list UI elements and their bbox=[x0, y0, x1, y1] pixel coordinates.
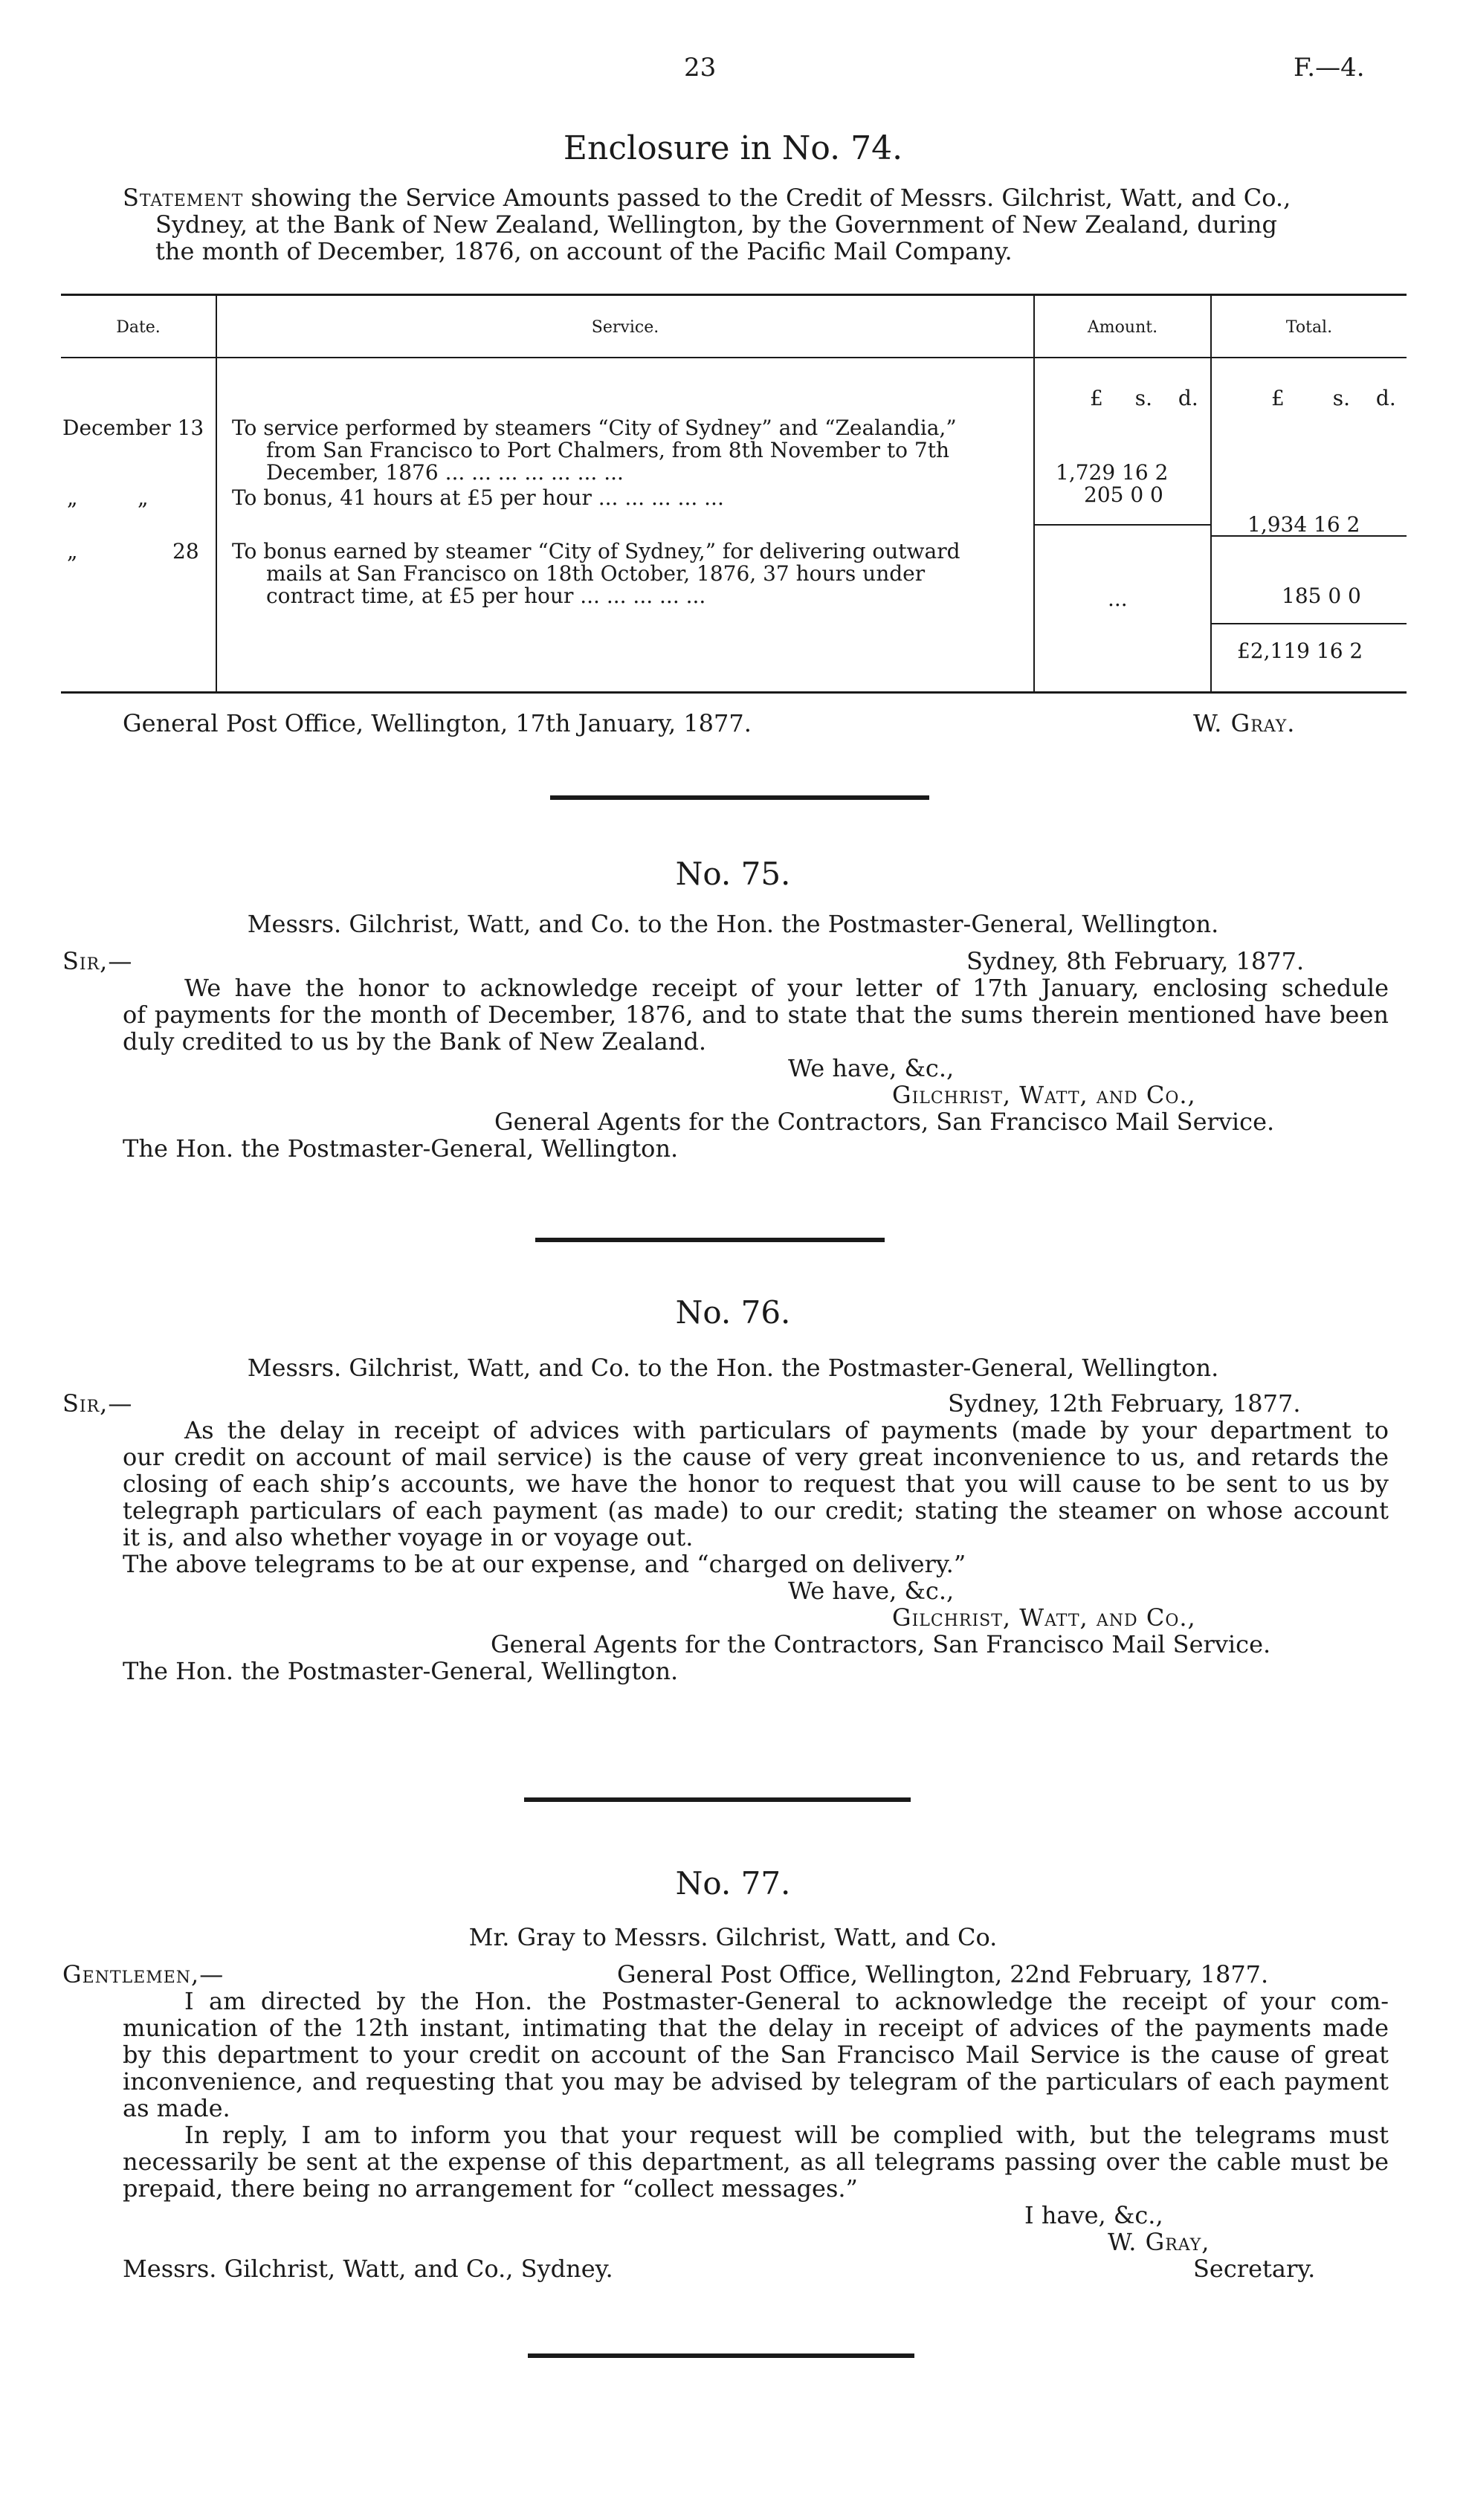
statement-text-1: showing the Service Amounts passed to the Credit of Messrs. Gilchrist, Watt, and Co., bbox=[251, 184, 1291, 212]
letter76-body-line-5: it is, and also whether voyage in or voyage out. bbox=[123, 1523, 694, 1551]
document-reference: F.—4. bbox=[1294, 53, 1365, 83]
letter76-body-line-2: our credit on account of mail service) is the cause of very great inconvenience to us, and retards the bbox=[123, 1443, 1389, 1471]
amount-pence-sign: d. bbox=[1178, 386, 1198, 410]
total-pound-sign: £ bbox=[1271, 386, 1285, 410]
table-bottom-rule bbox=[61, 691, 1407, 694]
row1-service-line-2: from San Francisco to Port Chalmers, from 8th November to 7th bbox=[266, 438, 949, 462]
row3-service-line-1: To bonus earned by steamer “City of Sydney,” for delivering outward bbox=[232, 539, 960, 563]
total-pence-sign: d. bbox=[1375, 386, 1396, 410]
table-header-rule bbox=[61, 357, 1407, 358]
letter75-place-date: Sydney, 8th February, 1877. bbox=[966, 947, 1305, 975]
letter75-body-line-3: duly credited to us by the Bank of New Zealand. bbox=[123, 1027, 707, 1056]
letter77-place-date: General Post Office, Wellington, 22nd February, 1877. bbox=[617, 1960, 1269, 1988]
total-shillings-sign: s. bbox=[1332, 386, 1351, 410]
letter77-signature: W. Gray, bbox=[1108, 2228, 1210, 2256]
letter76-body-line-6: The above telegrams to be at our expense, and “charged on delivery.” bbox=[123, 1550, 966, 1578]
header-total: Total. bbox=[1285, 318, 1333, 337]
row2-date-ditto-left: „ bbox=[67, 485, 78, 510]
row1-service-line-1: To service performed by steamers “City of Sydney” and “Zealandia,” bbox=[232, 416, 957, 440]
amount-shillings-sign: s. bbox=[1134, 386, 1153, 410]
letter77-body-line-7: necessarily be sent at the expense of this department, as all telegrams passing over the cable must be bbox=[123, 2148, 1389, 2176]
row1-amount: 1,729 16 2 bbox=[1056, 460, 1169, 485]
letter75-body-line-2: of payments for the month of December, 1876, and to state that the sums therein mentioned have been bbox=[123, 1001, 1389, 1029]
amount-currency-row bbox=[1090, 387, 1198, 410]
letter77-addressee: Messrs. Gilchrist, Watt, and Co., Sydney. bbox=[123, 2255, 613, 2283]
statement-lead: Statement bbox=[123, 184, 244, 212]
letter76-body-line-4: telegraph particulars of each payment (as made) to our credit; stating the steamer on whose account bbox=[123, 1496, 1389, 1525]
row1-date: December 13 bbox=[62, 416, 204, 440]
section-divider bbox=[550, 795, 929, 800]
row3-date-ditto: „ bbox=[67, 539, 78, 563]
section-divider bbox=[528, 2353, 914, 2358]
amount-pound-sign: £ bbox=[1090, 386, 1103, 410]
letter77-body-line-8: prepaid, there being no arrangement for “collect messages.” bbox=[123, 2174, 858, 2203]
letter76-signature: Gilchrist, Watt, and Co., bbox=[892, 1603, 1196, 1632]
row3-total: 185 0 0 bbox=[1282, 584, 1361, 608]
table-top-rule bbox=[61, 294, 1407, 296]
letter77-body-line-2: munication of the 12th instant, intimating that the delay in receipt of advices of the payments made bbox=[123, 2014, 1389, 2042]
letter76-number: No. 76. bbox=[675, 1294, 791, 1331]
table-column-divider-1 bbox=[216, 294, 217, 691]
letter76-body-line-3: closing of each ship’s accounts, we have the honor to request that you will cause to be sent to us by bbox=[123, 1470, 1389, 1498]
amount-cell-rule bbox=[1033, 524, 1210, 526]
letter77-closing: I have, &c., bbox=[1024, 2201, 1163, 2229]
row2-date-ditto-right: „ bbox=[138, 485, 149, 510]
letter77-body-line-3: by this department to your credit on account of the San Francisco Mail Service is the cause of great bbox=[123, 2041, 1389, 2069]
letter76-addressee: The Hon. the Postmaster-General, Wellington. bbox=[123, 1657, 679, 1685]
letter77-heading: Mr. Gray to Messrs. Gilchrist, Watt, and Co. bbox=[468, 1923, 998, 1951]
row3-service-line-2: mails at San Francisco on 18th October, 1876, 37 hours under bbox=[266, 561, 926, 586]
letter76-place-date: Sydney, 12th February, 1877. bbox=[948, 1389, 1301, 1418]
header-amount: Amount. bbox=[1087, 318, 1158, 337]
letter75-body-line-1: We have the honor to acknowledge receipt of your letter of 17th January, enclosing schedule bbox=[184, 974, 1389, 1002]
letter77-body-line-1: I am directed by the Hon. the Postmaster-General to acknowledge the receipt of your com- bbox=[184, 1987, 1389, 2015]
section-divider bbox=[535, 1238, 885, 1242]
statement-line-1 bbox=[123, 184, 1291, 211]
grand-total: £2,119 16 2 bbox=[1237, 639, 1363, 663]
row2-service: To bonus, 41 hours at £5 per hour ... ... ... ... ... bbox=[232, 485, 724, 510]
header-service: Service. bbox=[591, 318, 659, 337]
letter76-closing: We have, &c., bbox=[788, 1577, 955, 1605]
letter75-signature: Gilchrist, Watt, and Co., bbox=[892, 1081, 1196, 1109]
letter75-addressee: The Hon. the Postmaster-General, Wellington. bbox=[123, 1134, 679, 1163]
section-divider bbox=[524, 1797, 911, 1802]
letter75-heading: Messrs. Gilchrist, Watt, and Co. to the Hon. the Postmaster-General, Wellington. bbox=[247, 910, 1219, 938]
letter76-body-line-1: As the delay in receipt of advices with particulars of payments (made by your department to bbox=[184, 1416, 1389, 1444]
letter76-heading: Messrs. Gilchrist, Watt, and Co. to the Hon. the Postmaster-General, Wellington. bbox=[247, 1354, 1219, 1382]
header-date: Date. bbox=[116, 318, 161, 337]
table-column-divider-2 bbox=[1033, 294, 1035, 691]
enclosure-title: Enclosure in No. 74. bbox=[563, 129, 903, 167]
row1-service-line-3: December, 1876 ... ... ... ... ... ... ... bbox=[266, 460, 624, 485]
page-number: 23 bbox=[684, 53, 717, 83]
total-cell-rule-lower bbox=[1210, 623, 1407, 624]
letter75-number: No. 75. bbox=[675, 856, 791, 892]
letter77-number: No. 77. bbox=[675, 1865, 791, 1902]
row3-service-line-3: contract time, at £5 per hour ... ... ... ... ... bbox=[266, 584, 706, 608]
statement-line-2: Sydney, at the Bank of New Zealand, Wellington, by the Government of New Zealand, during bbox=[155, 210, 1278, 239]
enclosure-signer: W. Gray. bbox=[1193, 709, 1296, 737]
row3-amount: ... bbox=[1108, 587, 1128, 611]
letter76-salutation: Sir,— bbox=[62, 1389, 133, 1418]
table-column-divider-3 bbox=[1210, 294, 1212, 691]
letter77-salutation: Gentlemen,— bbox=[62, 1960, 225, 1988]
letter77-signature-title: Secretary. bbox=[1193, 2255, 1316, 2283]
subtotal: 1,934 16 2 bbox=[1247, 512, 1360, 537]
row2-amount: 205 0 0 bbox=[1084, 482, 1163, 507]
total-currency-row bbox=[1271, 387, 1396, 410]
enclosure-place-date: General Post Office, Wellington, 17th January, 1877. bbox=[123, 709, 752, 737]
row3-date-day: 28 bbox=[172, 539, 199, 563]
letter75-salutation: Sir,— bbox=[62, 947, 133, 975]
letter77-body-line-5: as made. bbox=[123, 2094, 230, 2122]
letter75-signature-title: General Agents for the Contractors, San Francisco Mail Service. bbox=[494, 1108, 1275, 1136]
statement-line-3: the month of December, 1876, on account of the Pacific Mail Company. bbox=[155, 237, 1013, 265]
letter77-body-line-4: inconvenience, and requesting that you may be advised by telegram of the particulars of each payment bbox=[123, 2067, 1389, 2096]
letter75-closing: We have, &c., bbox=[788, 1054, 955, 1082]
letter77-body-line-6: In reply, I am to inform you that your request will be complied with, but the telegrams must bbox=[184, 2121, 1389, 2149]
letter76-signature-title: General Agents for the Contractors, San Francisco Mail Service. bbox=[491, 1630, 1271, 1658]
